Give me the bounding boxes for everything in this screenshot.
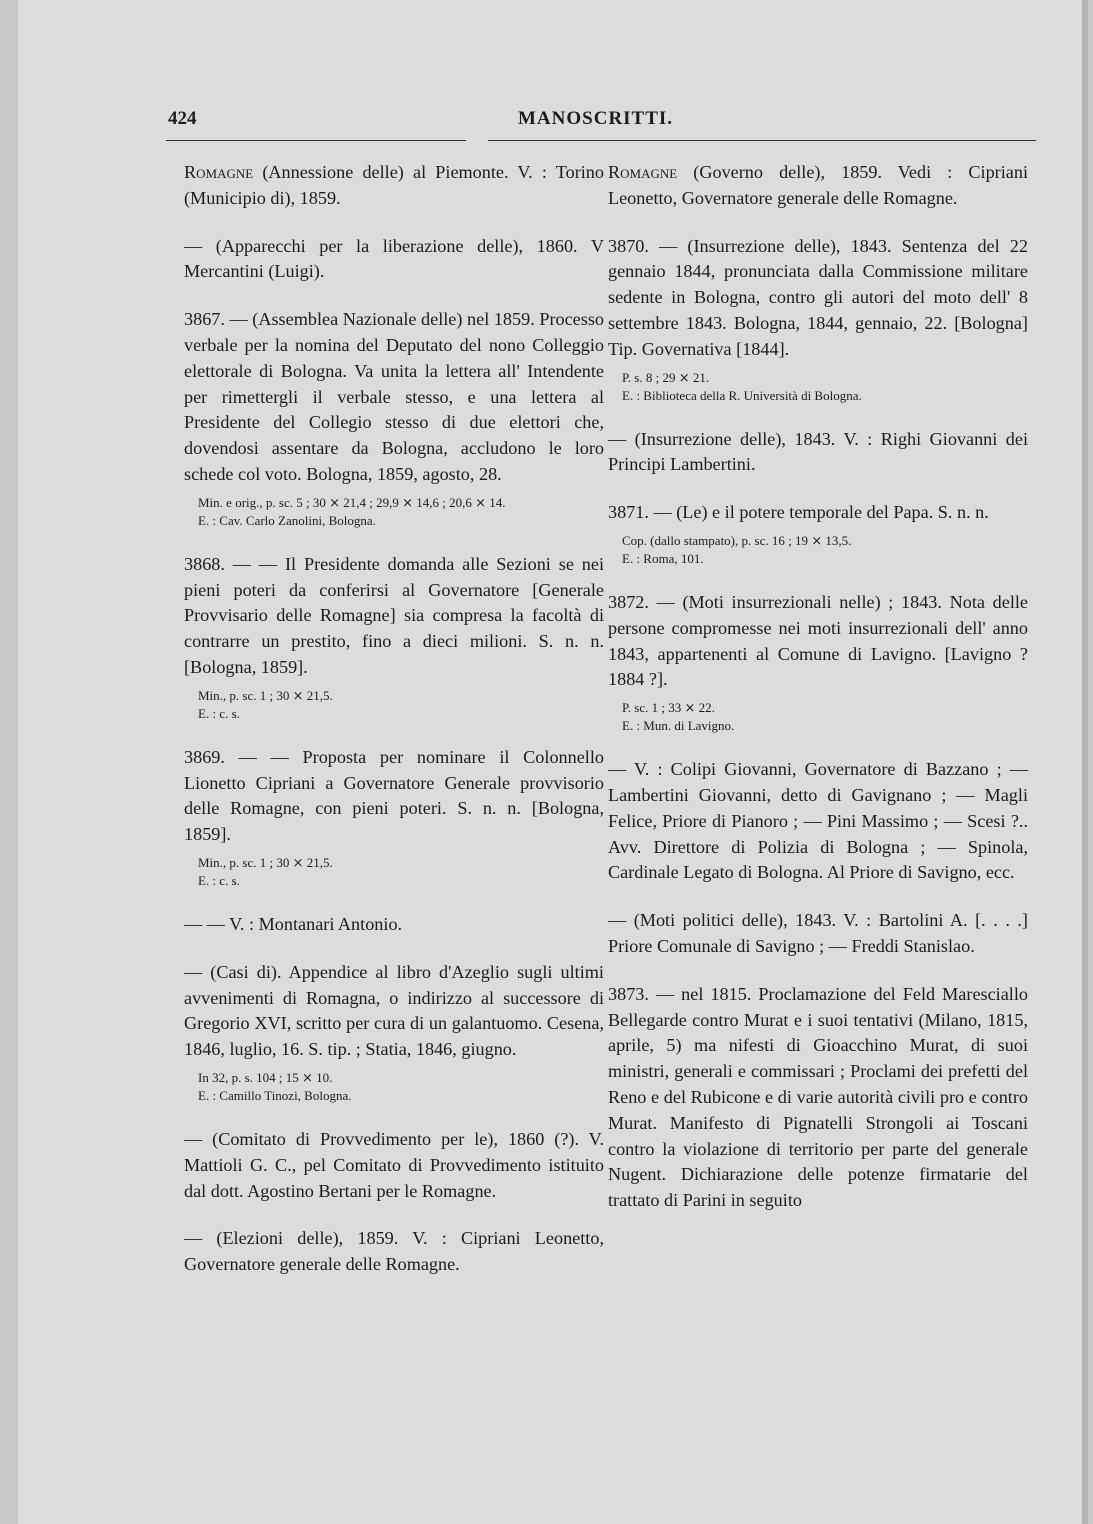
entry-notes (198, 854, 604, 890)
catalog-entry (608, 234, 1028, 405)
entry-text (184, 1226, 604, 1278)
entry-body: — (Casi di). Appendice al libro d'Azeglio sugli ultimi avvenimenti di Romagna, o indirizzo al successore di Gregorio XVI, scritto per cura di un galantuomo. Cesena, 1846, luglio, 16. S. tip. ; Statia, 1846, giugno. (184, 961, 604, 1060)
entry-body: — (Insurrezione delle), 1843. V. : Righi Giovanni dei Principi Lambertini. (608, 428, 1028, 475)
entry-body: 3867. — (Assemblea Nazionale delle) nel 1859. Processo verbale per la nomina del Deputato del nono Colleggio elettorale di Bologna. Va unita la lettera all' Intendente per rimettergli il verbale stesso, e una lettera al Presidente del Collegio stesso di due elettori che, dovendosi assentare da Bologna, accludono le loro schede col voto. Bologna, 1859, agosto, 28. (184, 309, 604, 484)
entry-text (184, 160, 604, 212)
entry-heading: Romagne (608, 162, 678, 182)
entry-text (608, 234, 1028, 363)
entry-body: (Governo delle), 1859. Vedi : Cipriani Leonetto, Governatore generale delle Romagne. (608, 162, 1028, 208)
catalog-entry (184, 745, 604, 890)
entry-text (608, 427, 1028, 479)
entry-text (608, 160, 1028, 212)
catalog-entry (608, 160, 1028, 212)
entry-text (184, 307, 604, 488)
entry-body: 3870. — (Insurrezione delle), 1843. Sentenza del 22 gennaio 1844, pronunciata dalla Commissione militare sedente in Bologna, contro gli autori del moto dell' 8 settembre 1843. Bologna, 1844, gennaio, 22. [Bologna] Tip. Governativa [1844]. (608, 235, 1028, 359)
catalog-entry (184, 1127, 604, 1204)
entry-note-line: E. : Biblioteca della R. Università di Bologna. (622, 387, 862, 403)
entry-text (184, 234, 604, 286)
entry-body: — V. : Colipi Giovanni, Governatore di Bazzano ; — Lambertini Giovanni, detto di Gavignano ; — Magli Felice, Priore di Pianoro ; — Pini Massimo ; — Scesi ?.. Avv. Direttore di Polizia di Bologna ; — Spinola, Cardinale Legato di Bologna. Al Priore di Savigno, ecc. (608, 759, 1028, 883)
entry-body: — (Elezioni delle), 1859. V. : Cipriani Leonetto, Governatore generale delle Romagne. (184, 1228, 604, 1275)
header-rule-left (166, 140, 466, 141)
catalog-entry (184, 960, 604, 1105)
entry-note-line: Min., p. sc. 1 ; 30 ⨯ 21,5. (198, 687, 333, 703)
entry-note-line: Min. e orig., p. sc. 5 ; 30 ⨯ 21,4 ; 29,9 ⨯ 14,6 ; 20,6 ⨯ 14. (198, 494, 506, 510)
entry-note-line: Min., p. sc. 1 ; 30 ⨯ 21,5. (198, 854, 333, 870)
entry-note-line: P. sc. 1 ; 33 ⨯ 22. (622, 700, 715, 716)
entry-note-line: E. : c. s. (198, 705, 240, 721)
entry-heading: Romagne (184, 162, 254, 182)
catalog-entry (184, 912, 604, 938)
entry-note-line: E. : Camillo Tinozi, Bologna. (198, 1087, 352, 1103)
entry-text (184, 552, 604, 681)
entry-text (184, 912, 604, 938)
running-head: MANOSCRITTI. (518, 108, 674, 129)
catalog-entry (184, 552, 604, 723)
right-column (608, 160, 1028, 1236)
header-rule-right (488, 140, 1036, 141)
catalog-entry (184, 307, 604, 530)
book-page (18, 0, 1088, 1524)
entry-note-line: E. : Roma, 101. (622, 550, 704, 566)
entry-text (608, 590, 1028, 693)
entry-body: 3872. — (Moti insurrezionali nelle) ; 1843. Nota delle persone compromesse nei moti insurrezionali dell' anno 1843, appartenenti al Comune di Lavigno. [Lavigno ? 1884 ?]. (608, 591, 1028, 690)
entry-note-line: E. : Cav. Carlo Zanolini, Bologna. (198, 512, 376, 528)
entry-text (184, 960, 604, 1063)
catalog-entry (608, 908, 1028, 960)
entry-body: 3873. — nel 1815. Proclamazione del Feld Maresciallo Bellegarde contro Murat e i suoi tentativi (Milano, 1815, aprile, 5) ma nifesti di Gioacchino Murat, di suoi ministri, generali e commissari ; Proclami dei prefetti del Reno e del Rubicone e di varie autorità civili pro e contro Murat. Manifesto di Pignatelli Strongoli ai Toscani contro la violazione di territorio per parte del generale Nugent. Dichiarazione delle potenze firmatarie del trattato di Parini in seguito (608, 983, 1028, 1211)
catalog-entry (608, 500, 1028, 568)
entry-body: 3868. — — Il Presidente domanda alle Sezioni se nei pieni poteri da conferirsi al Governatore [Generale Provvisario delle Romagne] sia compresa la facoltà di contrarre un prestito, fino a dieci milioni. S. n. n. [Bologna, 1859]. (184, 553, 604, 677)
catalog-entry (184, 160, 604, 212)
entry-notes (198, 687, 604, 723)
entry-body: — (Comitato di Provvedimento per le), 1860 (?). V. Mattioli G. C., pel Comitato di Provvedimento istituito dal dott. Agostino Bertani per le Romagne. (184, 1128, 604, 1201)
entry-note-line: In 32, p. s. 104 ; 15 ⨯ 10. (198, 1069, 333, 1085)
entry-notes (622, 532, 1028, 568)
entry-notes (622, 369, 1028, 405)
catalog-entry (608, 757, 1028, 886)
entry-note-line: P. s. 8 ; 29 ⨯ 21. (622, 369, 710, 385)
entry-notes (622, 699, 1028, 735)
catalog-entry (608, 427, 1028, 479)
entry-notes (198, 494, 604, 530)
page-number: 424 (168, 108, 197, 129)
catalog-entry (608, 590, 1028, 735)
entry-notes (198, 1069, 604, 1105)
entry-text (608, 757, 1028, 886)
entry-text (608, 500, 1028, 526)
entry-body: — (Apparecchi per la liberazione delle), 1860. V Mercantini (Luigi). (184, 235, 604, 282)
page-edge-shadow (1082, 0, 1088, 1524)
catalog-entry (184, 234, 604, 286)
entry-body: 3869. — — Proposta per nominare il Colonnello Lionetto Cipriani a Governatore Generale provvisorio delle Romagne, con pieni poteri. S. n. n. [Bologna, 1859]. (184, 746, 604, 845)
entry-text (184, 1127, 604, 1204)
entry-note-line: E. : c. s. (198, 872, 240, 888)
entry-text (184, 745, 604, 848)
entry-body: 3871. — (Le) e il potere temporale del Papa. S. n. n. (608, 502, 989, 523)
entry-body: — — V. : Montanari Antonio. (184, 913, 403, 934)
page-header (18, 102, 1088, 132)
entry-body: — (Moti politici delle), 1843. V. : Bartolini A. [. . . .] Priore Comunale di Savigno ; — Freddi Stanislao. (608, 910, 1028, 956)
entry-body: (Annessione delle) al Piemonte. V. : Torino (Municipio di), 1859. (184, 162, 604, 208)
catalog-entry (184, 1226, 604, 1278)
entry-text (608, 908, 1028, 960)
entry-note-line: E. : Mun. di Lavigno. (622, 718, 735, 734)
entry-text (608, 982, 1028, 1214)
catalog-entry (608, 982, 1028, 1214)
left-column (184, 160, 604, 1300)
entry-note-line: Cop. (dallo stampato), p. sc. 16 ; 19 ⨯ 13,5. (622, 532, 852, 548)
